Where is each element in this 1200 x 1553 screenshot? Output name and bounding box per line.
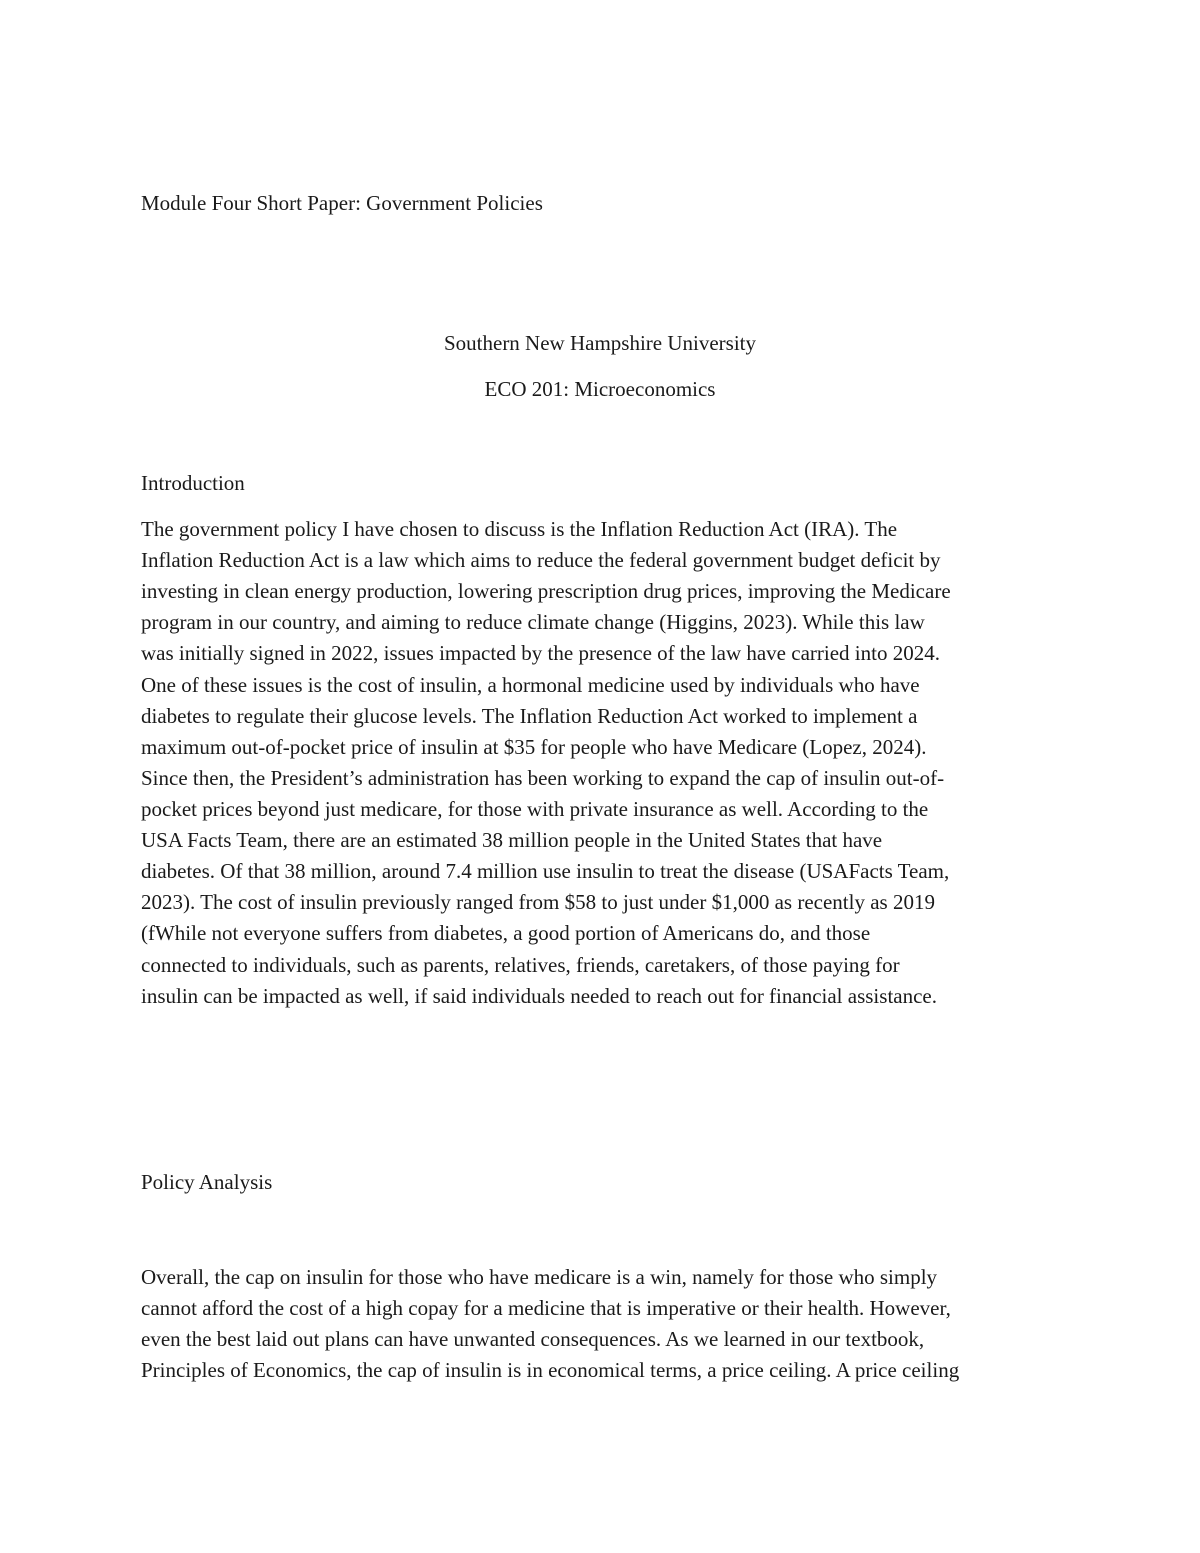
introduction-line: diabetes to regulate their glucose levels. The Inflation Reduction Act worked to implement a: [141, 704, 918, 728]
policy-analysis-line: even the best laid out plans can have unwanted consequences. As we learned in our textbook,: [141, 1327, 925, 1351]
policy-analysis-line: Overall, the cap on insulin for those who have medicare is a win, namely for those who simply: [141, 1265, 938, 1289]
institution-name: Southern New Hampshire University: [443, 331, 757, 355]
introduction-heading: Introduction: [141, 471, 245, 495]
introduction-line: program in our country, and aiming to reduce climate change (Higgins, 2023). While this law: [141, 610, 925, 634]
introduction-line: The government policy I have chosen to discuss is the Inflation Reduction Act (IRA). The: [141, 517, 898, 541]
introduction-line: insulin can be impacted as well, if said individuals needed to reach out for financial assistance.: [141, 984, 937, 1008]
introduction-line: 2023). The cost of insulin previously ranged from $58 to just under $1,000 as recently as 2019: [141, 890, 935, 914]
introduction-line: investing in clean energy production, lowering prescription drug prices, improving the Medicare: [141, 579, 951, 603]
introduction-line: maximum out-of-pocket price of insulin at $35 for people who have Medicare (Lopez, 2024).: [141, 735, 927, 759]
introduction-line: was initially signed in 2022, issues impacted by the presence of the law have carried into 2024.: [141, 641, 940, 665]
policy-analysis-line: Principles of Economics, the cap of insulin is in economical terms, a price ceiling. A price ceiling: [141, 1358, 960, 1382]
policy-analysis-line: cannot afford the cost of a high copay for a medicine that is imperative or their health. However,: [141, 1296, 951, 1320]
policy-analysis-heading: Policy Analysis: [141, 1170, 273, 1194]
introduction-line: Inflation Reduction Act is a law which aims to reduce the federal government budget deficit by: [141, 548, 941, 572]
introduction-line: (fWhile not everyone suffers from diabetes, a good portion of Americans do, and those: [141, 921, 871, 945]
introduction-line: diabetes. Of that 38 million, around 7.4 million use insulin to treat the disease (USAFacts Team,: [141, 859, 950, 883]
introduction-line: pocket prices beyond just medicare, for those with private insurance as well. According to the: [141, 797, 929, 821]
introduction-line: One of these issues is the cost of insulin, a hormonal medicine used by individuals who have: [141, 673, 920, 697]
paper-title: Module Four Short Paper: Government Policies: [141, 191, 543, 215]
introduction-line: connected to individuals, such as parents, relatives, friends, caretakers, of those paying for: [141, 953, 900, 977]
course-name: ECO 201: Microeconomics: [484, 377, 716, 401]
introduction-line: USA Facts Team, there are an estimated 38 million people in the United States that have: [141, 828, 883, 852]
introduction-line: Since then, the President’s administration has been working to expand the cap of insulin out-of-: [141, 766, 945, 790]
